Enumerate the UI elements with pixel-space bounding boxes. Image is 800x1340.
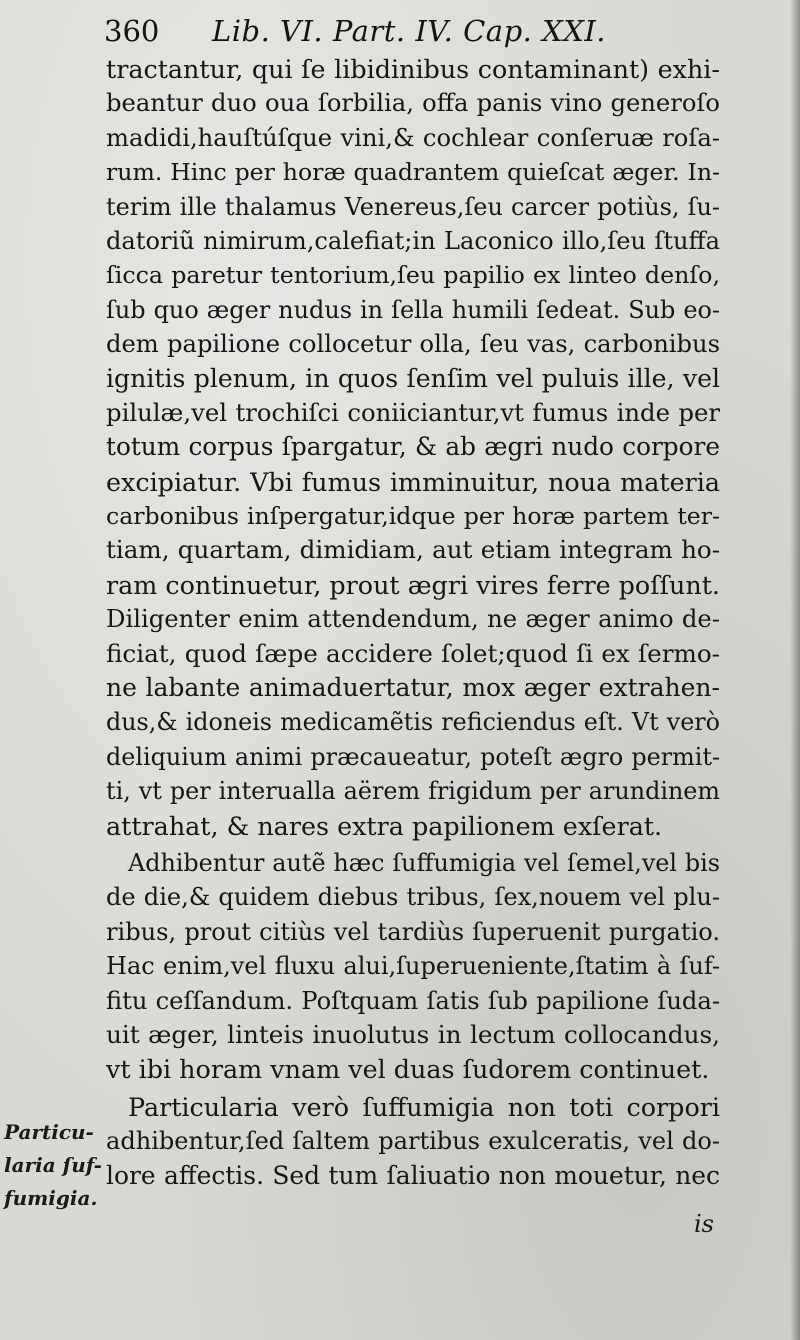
text-line: lore affectis. Sed tum ſaliuatio non mouetur, nec [106, 1160, 720, 1190]
margin-note-line: fumigia. [4, 1186, 98, 1210]
text-line: Particularia verò ſuffumigia non toti corpori [128, 1091, 720, 1122]
paragraph-1 [106, 52, 720, 843]
paragraph-3 [106, 1090, 720, 1193]
text-line: dem papilione collocetur olla, ſeu vas, carbonibus [106, 330, 720, 359]
text-line: Adhibentur autẽ hæc ſuffumigia vel ſemel,vel bis [128, 848, 720, 877]
text-line: madidi,hauſtúſque vini,& cochlear conſeruæ roſa- [106, 122, 720, 152]
page-number: 360 [104, 14, 160, 48]
text-line: deliquium animi præcaueatur, poteſt ægro permit- [106, 742, 720, 771]
text-line: excipiatur. Vbi fumus imminuitur, noua materia [106, 466, 720, 497]
text-line: rum. Hinc per horæ quadrantem quieſcat æger. In- [106, 158, 720, 187]
text-line: ignitis plenum, in quos ſenſim vel puluis ille, vel [106, 363, 720, 393]
catchword: is [694, 1210, 714, 1238]
text-line: tractantur, qui ſe libidinibus contaminant) exhi- [106, 54, 720, 84]
text-line: pilulæ,vel trochiſci coniiciantur,vt fumus inde per [106, 397, 720, 427]
text-line: datoriũ nimirum,calefiat;in Laconico illo,ſeu ſtuffa [106, 226, 720, 255]
text-line: ſicca paretur tentorium,ſeu papilio ex linteo denſo, [106, 261, 720, 290]
text-line: ram continuetur, prout ægri vires ferre poſſunt. [106, 569, 720, 600]
text-line: beantur duo oua ſorbilia, offa panis vino generoſo [106, 88, 720, 118]
text-line: tiam, quartam, dimidiam, aut etiam integram ho- [106, 535, 720, 565]
text-line: ne labante animaduertatur, mox æger extrahen- [106, 673, 720, 703]
text-line: uit æger, linteis inuolutus in lectum collocandus, [106, 1019, 720, 1049]
text-line: de die,& quidem diebus tribus, ſex,nouem vel plu- [106, 883, 720, 912]
margin-note [4, 1116, 100, 1215]
text-line: terim ille thalamus Venereus,ſeu carcer potiùs, ſu- [106, 192, 720, 221]
text-line: ficiat, quod ſæpe accidere ſolet;quod ſi ex ſermo- [106, 638, 720, 668]
text-line: carbonibus inſpergatur,idque per horæ partem ter- [106, 502, 720, 531]
paragraph-2 [106, 846, 720, 1087]
text-line: Diligenter enim attendendum, ne æger animo de- [106, 604, 720, 634]
text-line: fitu ceſſandum. Poſtquam ſatis ſub papilione ſuda- [106, 986, 720, 1015]
margin-note-line: laria ſuf- [4, 1153, 102, 1177]
text-line: dus,& idoneis medicamẽtis reficiendus eſt. Vt verò [106, 708, 720, 737]
text-line: adhibentur,ſed ſaltem partibus exulceratis, vel do- [106, 1127, 720, 1156]
text-line: ſub quo æger nudus in ſella humili ſedeat. Sub eo- [106, 295, 720, 324]
page-header [104, 14, 724, 54]
text-line: totum corpus ſpargatur, & ab ægri nudo corpore [106, 432, 720, 462]
text-line: Hac enim,vel fluxu alui,ſuperueniente,ſtatim à ſuf- [106, 952, 720, 981]
page-edge-shadow [790, 0, 800, 1340]
margin-note-line: Particu- [4, 1120, 94, 1144]
text-line: attrahat, & nares extra papilionem exſerat. [106, 810, 663, 841]
text-line: vt ibi horam vnam vel duas ſudorem continuet. [106, 1054, 710, 1085]
text-line: ribus, prout citiùs vel tardiùs ſuperuenit purgatio. [106, 917, 720, 946]
text-line: ti, vt per interualla aërem frigidum per arundinem [106, 777, 720, 806]
body-text [106, 52, 720, 1193]
running-head: Lib. VI. Part. IV. Cap. XXI. [212, 14, 607, 48]
